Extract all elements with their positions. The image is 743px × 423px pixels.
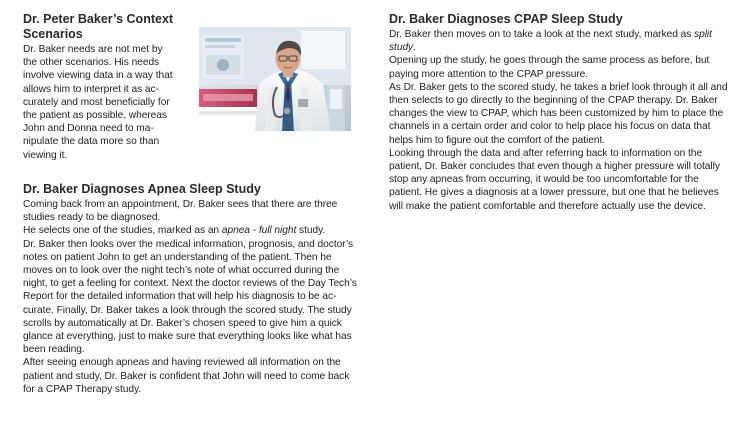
cpap-study-line: patient, Dr. Baker concludes that even though a higher pressure will totally [389,161,720,173]
apnea-study-line: patient and study, Dr. Baker is confident that John will need to come back [23,370,350,382]
cpap-study-line: then selects to go directly to the beginning of the CPAP therapy. Dr. Baker [389,95,718,107]
context-scenarios-line: Dr. Baker needs are not met by [23,44,163,55]
context-scenarios-section [23,12,375,180]
cpap-study-paragraph [389,28,734,213]
context-scenarios-line: John and Donna need to ma- [23,123,154,135]
cpap-study-line: stop any apneas from occurring, it would be too uncomfortable for the [389,174,699,186]
apnea-study-heading: Dr. Baker Diagnoses Apnea Sleep Study [23,182,261,196]
context-scenarios-heading-line-2: Scenarios [23,27,83,41]
cpap-study-line-end: . [413,42,416,54]
apnea-study-line-end: study. [296,225,326,237]
cpap-study-line: As Dr. Baker gets to the scored study, he takes a brief look through it all and [389,81,728,93]
cpap-study-line: paying more attention to the CPAP pressure. [389,68,589,80]
cpap-study-heading: Dr. Baker Diagnoses CPAP Sleep Study [389,12,623,26]
cpap-study-line: Dr. Baker then moves on to take a look at the next study, marked as [389,29,695,40]
apnea-study-line: been reading. [23,344,85,356]
study-label: study [389,42,414,54]
cpap-study-line: changes the view to CPAP, which has been customized by him to place the [389,108,724,120]
apnea-study-line: Coming back from an appointment, Dr. Baker sees that there are three [23,199,338,210]
apnea-study-paragraph [23,198,369,396]
apnea-study-line: studies ready to be diagnosed. [23,212,161,224]
apnea-study-line: He selects one of the studies, marked as an [23,225,222,237]
apnea-study-line: glance at everything, just to make sure that everything looks like what has [23,331,352,343]
split-label: split [694,29,712,40]
apnea-study-line: Dr. Baker then looks over the medical information, prognosis, and doctor’s [23,238,354,250]
apnea-study-line: notes on patient John to get an understanding of the patient. Then he [23,251,332,263]
apnea-study-line: night, to get a feeling for context. Next the doctor reviews of the Day Tech’s [23,278,357,290]
context-scenarios-line: nipulate the data more so than [23,136,160,148]
apnea-study-line: curate. Finally, Dr. Baker takes a look through the scored study. The study [23,304,352,316]
apnea-study-line: for a CPAP Therapy study. [23,383,142,395]
context-scenarios-line: allows him to interpret it as ac- [23,83,159,95]
cpap-study-line: helps him to figure out the comfort of the patient. [389,134,606,146]
context-scenarios-paragraph [23,43,185,162]
context-scenarios-line: viewing it. [23,149,68,161]
cpap-study-line: Opening up the study, he goes through the same process as before, but [389,55,710,67]
apnea-study-line: moves on to look over the night tech’s note of what occurred during the [23,265,340,277]
apnea-full-night-label: apnea - full night [221,225,297,237]
apnea-study-line: After seeing enough apneas and having reviewed all information on the [23,357,341,369]
apnea-study-section [23,182,375,396]
context-scenarios-line: the other scenarios. His needs [23,57,160,69]
cpap-study-line: will make the patient comfortable and therefore actually use the device. [389,200,706,212]
cpap-study-line: channels in a certain order and color to help place his focus on data that [389,121,711,133]
right-column [389,12,734,232]
context-scenarios-line: the patient as possible, whereas [23,110,167,122]
context-scenarios-line: involve viewing data in a way that [23,70,173,82]
context-scenarios-heading-line-1: Dr. Peter Baker’s Context [23,12,174,26]
apnea-study-line: scrolls by automatically at Dr. Baker’s chosen speed to give him a quick [23,317,342,329]
doctor-photo [199,27,351,131]
left-column [23,12,375,412]
context-scenarios-line: curately and most beneficially for [23,96,170,108]
cpap-study-line: Looking through the data and after referring back to information on the [389,147,703,159]
cpap-study-line: patient. He gives a diagnosis at a lower pressure, but one that he believes [389,187,719,199]
apnea-study-line: Report for the detailed information that will help his diagnosis to be ac- [23,291,337,303]
context-scenarios-heading [23,12,183,42]
